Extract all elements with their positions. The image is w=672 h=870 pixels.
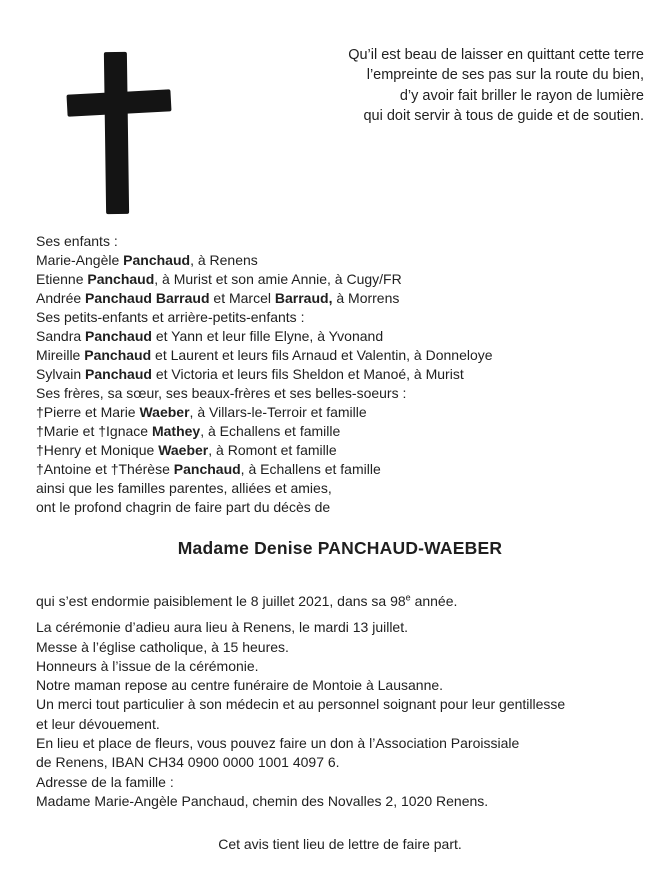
- quote-line: d’y avoir fait briller le rayon de lumière: [399, 87, 644, 104]
- quote-line: l’empreinte de ses pas sur la route du bien,: [366, 67, 644, 84]
- text-line: qui s’est endormie paisiblement le 8 juillet 2021, dans sa 98e année.: [36, 592, 458, 609]
- text-line: Ses frères, sa sœur, ses beaux-frères et ses belles-soeurs :: [36, 385, 407, 401]
- text-line: Sylvain Panchaud et Victoria et leurs fils Sheldon et Manoé, à Murist: [36, 366, 464, 382]
- text-line: Notre maman repose au centre funéraire de Montoie à Lausanne.: [36, 677, 444, 694]
- text-line: ont le profond chagrin de faire part du décès de: [36, 499, 331, 515]
- text-line: Sandra Panchaud et Yann et leur fille Elyne, à Yvonand: [36, 328, 384, 344]
- announcement-text: [36, 592, 644, 811]
- family-list: [36, 232, 644, 517]
- paragraph: [36, 695, 644, 734]
- paragraph: [36, 734, 644, 773]
- quote-line: Qu’il est beau de laisser en quittant cette terre: [348, 47, 644, 63]
- text-line: La cérémonie d’adieu aura lieu à Renens, le mardi 13 juillet.: [36, 619, 408, 636]
- text-line: †Henry et Monique Waeber, à Romont et famille: [36, 442, 337, 458]
- text-line: †Marie et †Ignace Mathey, à Echallens et famille: [36, 423, 341, 439]
- text-line: Adresse de la famille :: [36, 773, 174, 790]
- text-line: et leur dévouement.: [36, 715, 160, 732]
- quote-line: qui doit servir à tous de guide et de soutien.: [363, 107, 644, 124]
- paragraph: [36, 676, 644, 695]
- text-line: Andrée Panchaud Barraud et Marcel Barraud, à Morrens: [36, 290, 400, 306]
- paragraph: [36, 773, 644, 812]
- text-line: Marie-Angèle Panchaud, à Renens: [36, 252, 258, 268]
- text-line: Madame Marie-Angèle Panchaud, chemin des Novalles 2, 1020 Renens.: [36, 792, 489, 809]
- opening-quote: [348, 45, 644, 126]
- text-line: †Antoine et †Thérèse Panchaud, à Echallens et famille: [36, 461, 381, 477]
- paragraph: [36, 592, 644, 611]
- closing-line: Cet avis tient lieu de lettre de faire part.: [218, 836, 462, 853]
- header: [36, 0, 644, 232]
- christian-cross-icon: [67, 52, 171, 214]
- text-line: Etienne Panchaud, à Murist et son amie Annie, à Cugy/FR: [36, 271, 402, 287]
- paragraph: [36, 618, 644, 676]
- text-line: Ses enfants :: [36, 233, 118, 249]
- cross-vertical-bar: [104, 52, 129, 214]
- text-line: Honneurs à l’issue de la cérémonie.: [36, 657, 259, 674]
- text-line: Mireille Panchaud et Laurent et leurs fils Arnaud et Valentin, à Donneloye: [36, 347, 493, 363]
- text-line: En lieu et place de fleurs, vous pouvez faire un don à l’Association Paroissiale: [36, 735, 520, 752]
- deceased-name: Madame Denise PANCHAUD-WAEBER: [177, 538, 503, 558]
- text-line: Un merci tout particulier à son médecin et au personnel soignant pour leur gentillesse: [36, 696, 566, 713]
- text-line: Messe à l’église catholique, à 15 heures.: [36, 638, 289, 655]
- text-line: ainsi que les familles parentes, alliées et amies,: [36, 480, 332, 496]
- text-line: de Renens, IBAN CH34 0900 0000 1001 4097 6.: [36, 754, 340, 771]
- text-line: †Pierre et Marie Waeber, à Villars-le-Terroir et famille: [36, 404, 367, 420]
- text-line: Ses petits-enfants et arrière-petits-enfants :: [36, 309, 305, 325]
- cross-horizontal-bar: [66, 89, 171, 116]
